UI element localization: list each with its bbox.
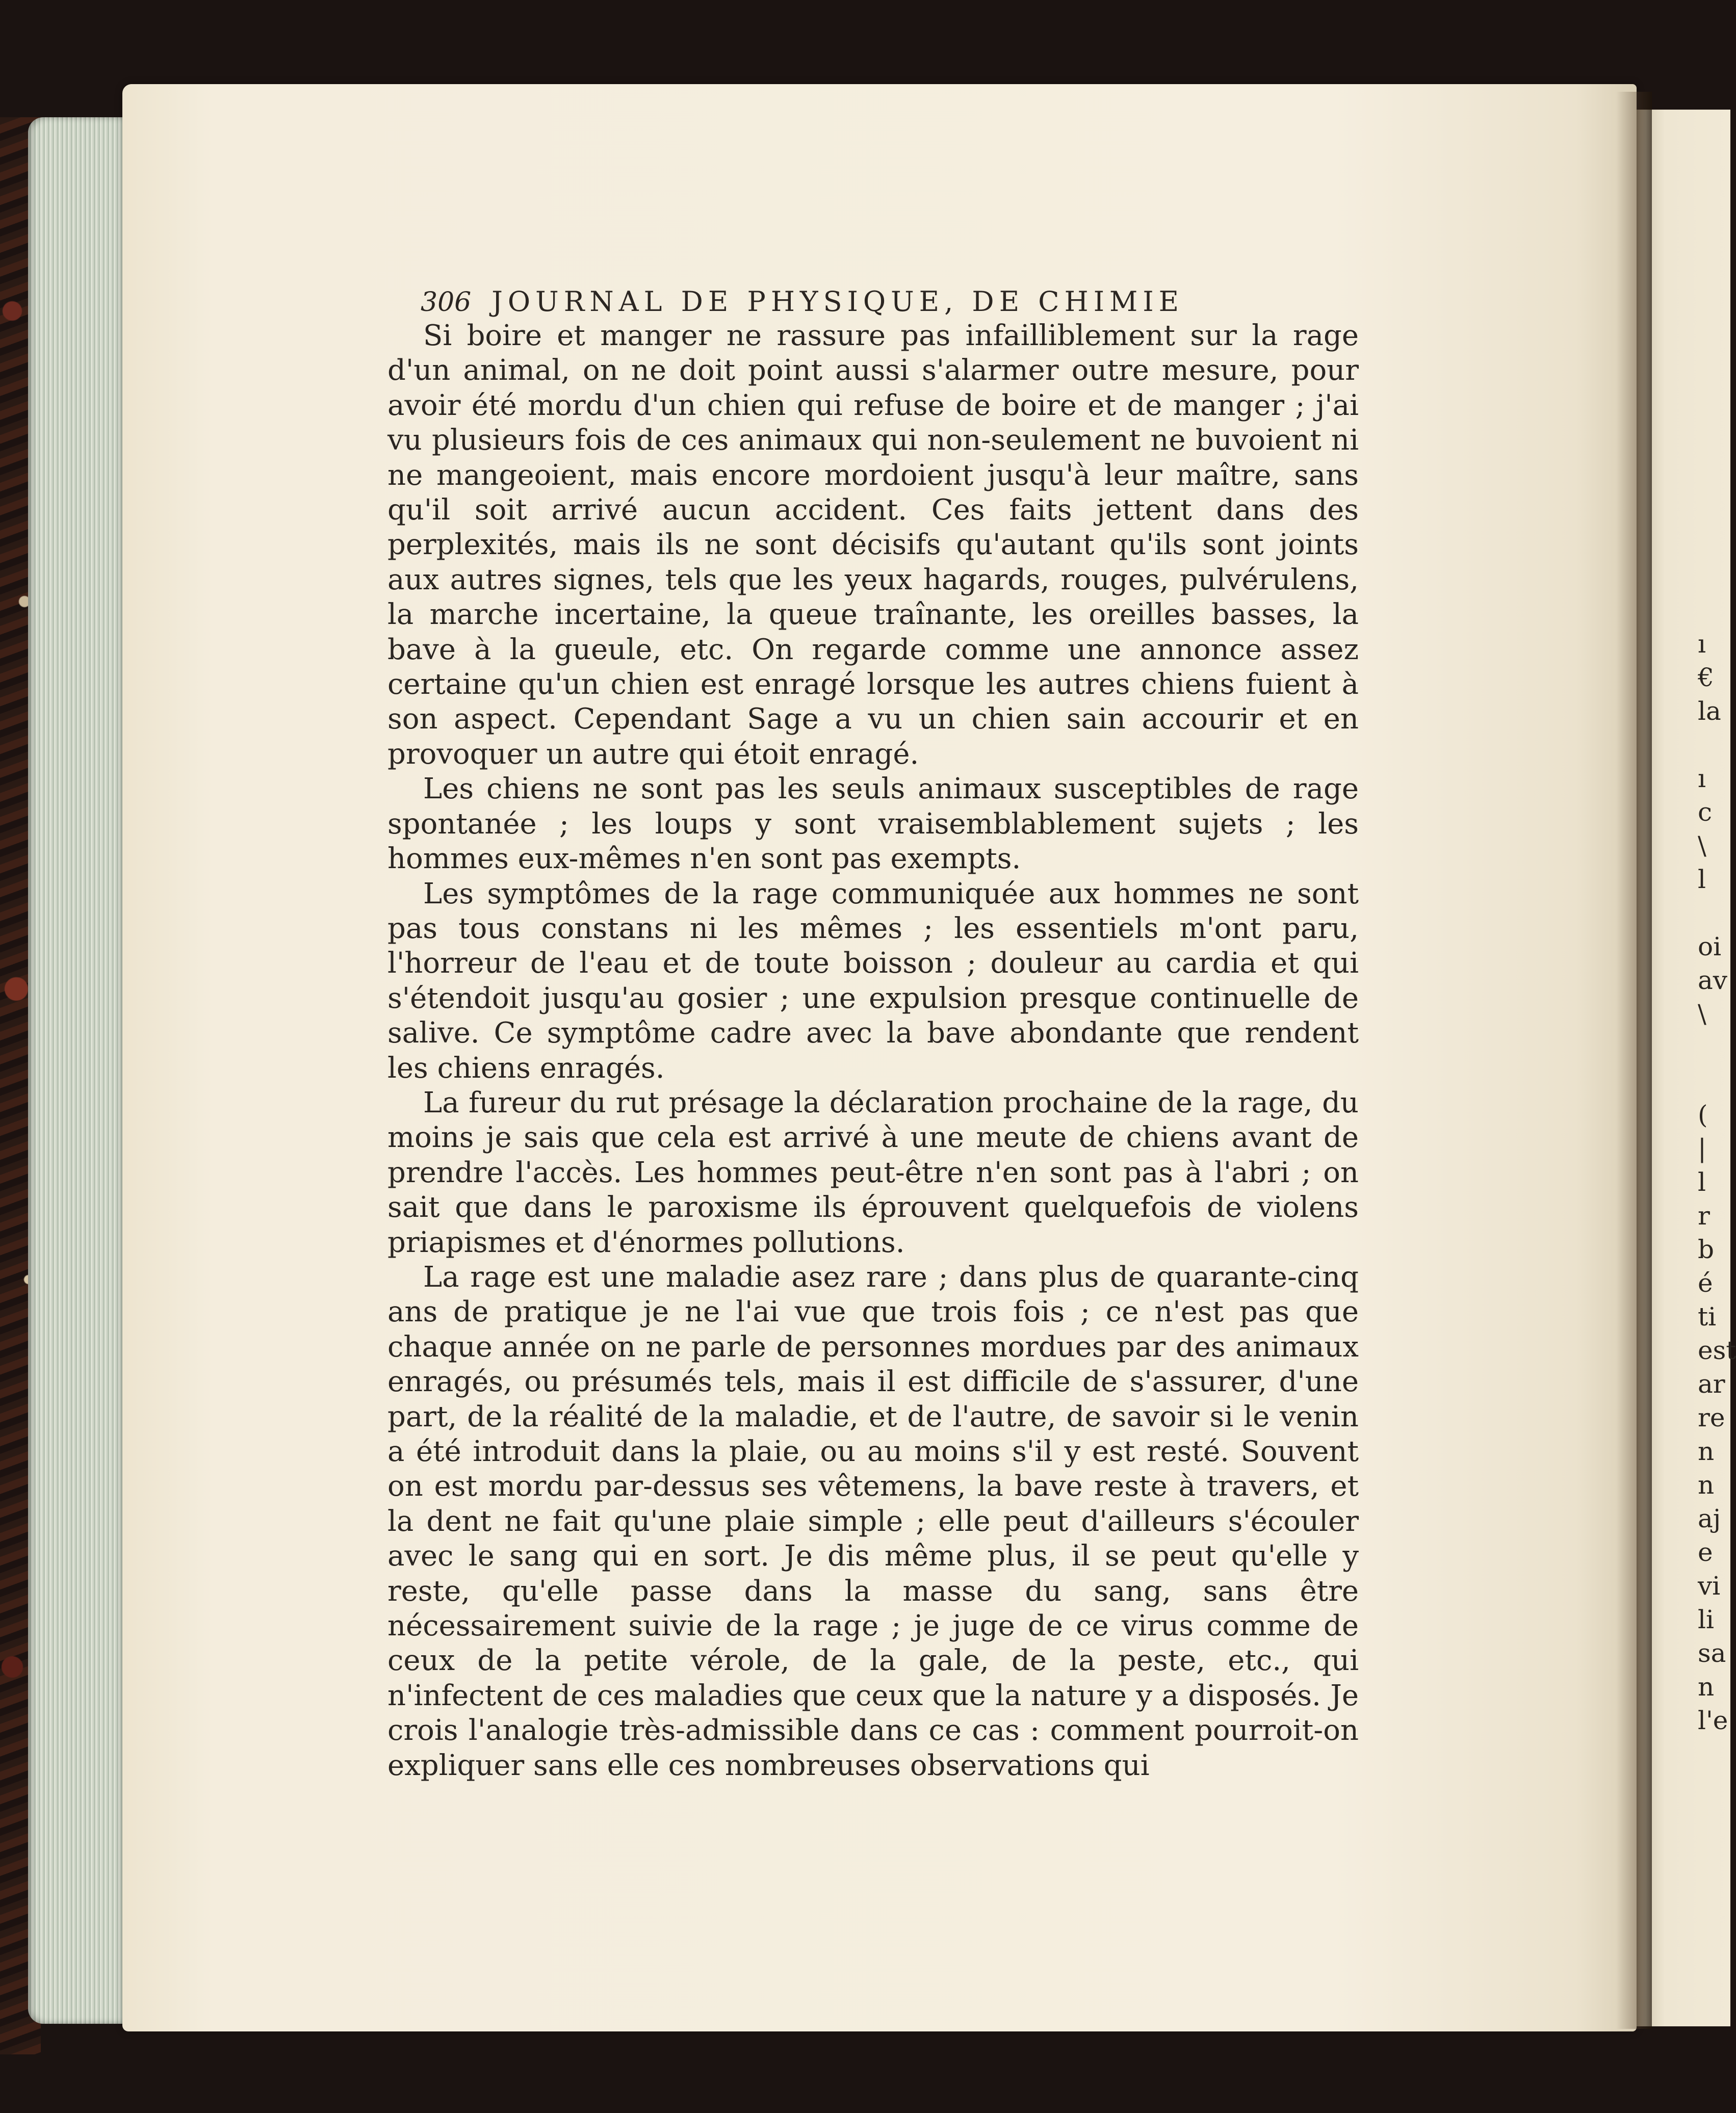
paragraph: Les chiens ne sont pas les seuls animaux susceptibles de rage spontanée ; les loups y sont vraisemblablement sujets ; les hommes eux-mêmes n'en sont pas exempts. [387, 772, 1359, 876]
page-number: 306 [421, 287, 472, 318]
paragraph: Si boire et manger ne rassure pas infailliblement sur la rage d'un animal, on ne doit point aussi s'alarmer outre mesure, pour avoir été mordu d'un chien qui refuse de boire et de manger ; j'ai vu plusieurs fois de ces animaux qui non-seulement ne buvoient ni ne mangeoient, mais encore mordoient jusqu'à leur maître, sans qu'il soit arrivé aucun accident. Ces faits jettent dans des perplexités, mais ils ne sont décisifs qu'autant qu'ils sont joints aux autres signes, tels que les yeux hagards, rouges, pulvérulens, la marche incertaine, la queue traînante, les oreilles basses, la bave à la gueule, etc. On regarde comme une annonce assez certaine qu'un chien est enragé lorsque les autres chiens fuient à son aspect. Cependant Sage a vu un chien sain accourir et en provoquer un autre qui étoit enragé. [387, 319, 1359, 771]
running-title: JOURNAL DE PHYSIQUE, DE CHIMIE [491, 285, 1184, 318]
page-block-edges [28, 117, 135, 2024]
page-header [421, 285, 1267, 318]
paragraph: Les symptômes de la rage communiquée aux hommes ne sont pas tous constans ni les mêmes ; les essentiels m'ont paru, l'horreur de l'eau et de toute boisson ; douleur au cardia et qui s'étendoit jusqu'au gosier ; une expulsion presque continuelle de salive. Ce symptôme cadre avec la bave abondante que rendent les chiens enragés. [387, 877, 1359, 1085]
facing-page-text-fragments: ı € la ı c \ l oi av \ ( | l r b é ti est ar re n n aj e vi li sa n l'e [1698, 629, 1736, 1735]
body-text [387, 319, 1359, 1783]
book-gutter [1616, 92, 1652, 2029]
paragraph: La fureur du rut présage la déclaration prochaine de la rage, du moins je sais que cela est arrivé à une meute de chiens avant de prendre l'accès. Les hommes peut-être n'en sont pas à l'abri ; on sait que dans le paroxisme ils éprouvent quelquefois de violens priapismes et d'énormes pollutions. [387, 1086, 1359, 1259]
paragraph: La rage est une maladie asez rare ; dans plus de quarante-cinq ans de pratique je ne l'ai vue que trois fois ; ce n'est pas que chaque année on ne parle de personnes mordues par des animaux enragés, ou présumés tels, mais il est difficile de s'assurer, d'une part, de la réalité de la maladie, et de l'autre, de savoir si le venin a été introduit dans la plaie, ou au moins s'il y est resté. Souvent on est mordu par-dessus ses vêtemens, la bave reste à travers, et la dent ne fait qu'une plaie simple ; elle peut d'ailleurs s'écouler avec le sang qui en sort. Je dis même plus, il se peut qu'elle y reste, qu'elle passe dans la masse du sang, sans être nécessairement suivie de la rage ; je juge de ce virus comme de ceux de la petite vérole, de la gale, de la peste, etc., qui n'infectent de ces maladies que ceux que la nature y a disposés. Je crois l'analogie très-admissible dans ce cas : comment pourroit-on expliquer sans elle ces nombreuses observations qui [387, 1260, 1359, 1782]
